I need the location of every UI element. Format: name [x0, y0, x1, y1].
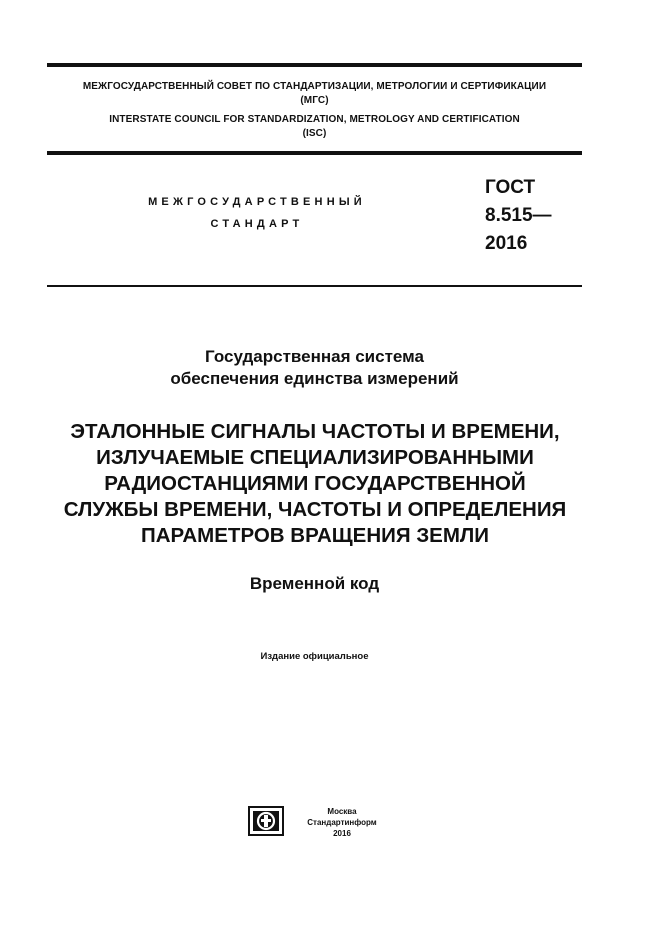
standard-prefix: ГОСТ — [485, 177, 536, 198]
document-title — [40, 419, 590, 549]
standard-kind-line2: СТАНДАРТ — [210, 218, 304, 230]
council-abbr-ru: (МГС) — [300, 95, 329, 106]
standard-year: 2016 — [485, 233, 528, 254]
bottom-rule — [47, 285, 582, 287]
council-name-en: INTERSTATE COUNCIL FOR STANDARDIZATION, METROLOGY AND CERTIFICATION — [109, 114, 520, 125]
standard-kind-line1: МЕЖГОСУДАРСТВЕННЫЙ — [148, 196, 366, 208]
document-title-line5: ПАРАМЕТРОВ ВРАЩЕНИЯ ЗЕМЛИ — [140, 524, 490, 547]
system-title-line2: обеспечения единства измерений — [170, 369, 459, 388]
council-header — [47, 80, 582, 141]
document-title-line3: РАДИОСТАНЦИЯМИ ГОСУДАРСТВЕННОЙ — [104, 472, 526, 495]
publisher-city: Москва — [327, 807, 357, 816]
system-title — [47, 346, 582, 390]
publisher-imprint — [294, 806, 390, 839]
standartinform-logo-icon — [248, 806, 284, 836]
system-title-line1: Государственная система — [205, 347, 424, 366]
document-title-line4: СЛУЖБЫ ВРЕМЕНИ, ЧАСТОТЫ И ОПРЕДЕЛЕНИЯ — [63, 498, 567, 521]
middle-rule — [47, 151, 582, 155]
standard-number: 8.515— — [485, 205, 552, 226]
document-subtitle: Временной код — [249, 574, 380, 593]
standard-designation — [485, 174, 552, 258]
standard-kind — [122, 191, 392, 235]
document-title-line2: ИЗЛУЧАЕМЫЕ СПЕЦИАЛИЗИРОВАННЫМИ — [96, 446, 534, 469]
publisher-name: Стандартинформ — [307, 818, 377, 827]
top-rule — [47, 63, 582, 67]
edition-note: Издание официальное — [260, 651, 369, 662]
council-name-ru: МЕЖГОСУДАРСТВЕННЫЙ СОВЕТ ПО СТАНДАРТИЗАЦИИ, МЕТРОЛОГИИ И СЕРТИФИКАЦИИ — [82, 81, 547, 92]
council-abbr-en: (ISC) — [302, 128, 327, 139]
document-title-line1: ЭТАЛОННЫЕ СИГНАЛЫ ЧАСТОТЫ И ВРЕМЕНИ, — [70, 420, 560, 443]
publisher-year: 2016 — [333, 829, 351, 838]
